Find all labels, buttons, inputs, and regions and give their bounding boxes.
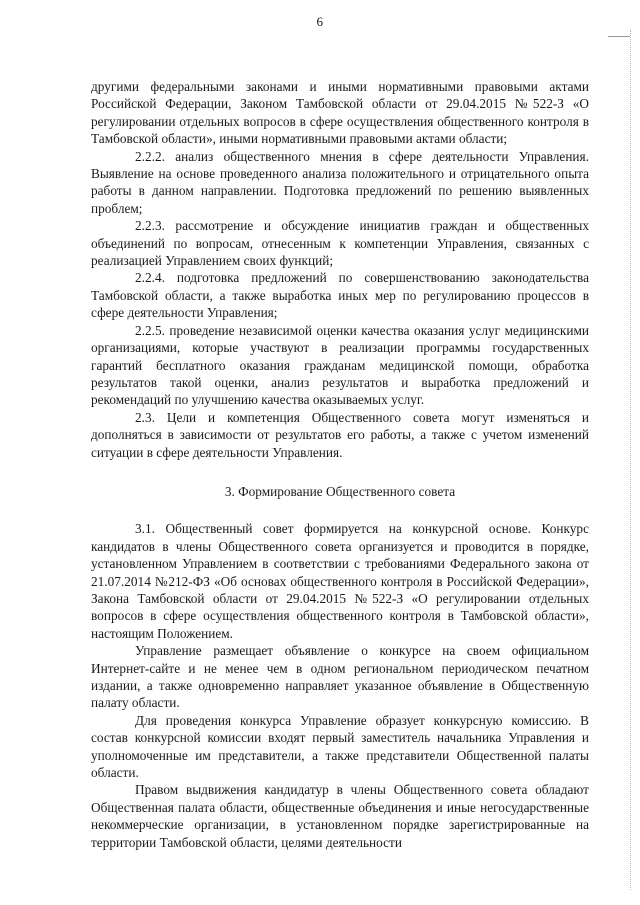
- paragraph: 2.3. Цели и компетенция Общественного совета могут изменяться и дополняться в зависимости от результатов его работы, а также с учетом изменений ситуации в сфере деятельности Управления.: [91, 409, 589, 460]
- section-2-continuation: [91, 78, 589, 461]
- paragraph: 3.1. Общественный совет формируется на конкурсной основе. Конкурс кандидатов в члены Общественного совета организуется и проводится в порядке, установленном Управлением в соответствии с требованиями Федерального закона от 21.07.2014 №212-ФЗ «Об основах общественного контроля в Российской Федерации», Закона Тамбовской области от 29.04.2015 №522-З «О регулировании отдельных вопросов в сфере осуществления общественного контроля в Тамбовской области», настоящим Положением.: [91, 521, 589, 641]
- binding-margin-mark: [630, 30, 634, 890]
- paragraph: 2.2.2. анализ общественного мнения в сфере деятельности Управления. Выявление на основе проведенного анализа положительного и отрицательного опыта работы в данном направлении. Подготовка предложений по решению выявленных проблем;: [91, 148, 589, 216]
- paragraph: Управление размещает объявление о конкурсе на своем официальном Интернет-сайте и не менее чем в одном региональном периодическом печатном издании, а также одновременно направляет указанное объявление в Общественную палату области.: [91, 643, 589, 711]
- paragraph: другими федеральными законами и иными нормативными правовыми актами Российской Федерации, Законом Тамбовской области от 29.04.2015 №522-З «О регулировании отдельных вопросов в сфере осуществления общественного контроля в Тамбовской области», иными нормативными правовыми актами области;: [91, 79, 589, 147]
- section-heading: 3. Формирование Общественного совета: [224, 483, 456, 499]
- section-3-body: [91, 520, 589, 851]
- paragraph: 2.2.3. рассмотрение и обсуждение инициатив граждан и общественных объединений по вопросам, отнесенным к компетенции Управления, связанных с реализацией Управлением своих функций;: [91, 218, 589, 269]
- paragraph: Для проведения конкурса Управление образует конкурсную комиссию. В состав конкурсной комиссии входят первый заместитель начальника Управления и уполномоченные им представители, а также представители Общественной палаты области.: [91, 712, 589, 781]
- paragraph: Правом выдвижения кандидатур в члены Общественного совета обладают Общественная палата области, общественные объединения и иные негосударственные некоммерческие организации, в установленном порядке зарегистрированные на территории Тамбовской области, целями деятельности: [91, 782, 589, 850]
- corner-scan-mark: [608, 36, 630, 37]
- paragraph: 2.2.5. проведение независимой оценки качества оказания услуг медицинскими организациями, которые участвуют в реализации программы государственных гарантий бесплатного оказания гражданам медицинской помощи, обработка результатов такой оценки, анализ результатов и выработка предложений и рекомендаций по улучшению качества оказываемых услуг.: [91, 322, 589, 408]
- document-body: [91, 78, 589, 851]
- page-number: 6: [316, 14, 324, 29]
- paragraph: 2.2.4. подготовка предложений по совершенствованию законодательства Тамбовской области, а также выработка иных мер по регулированию процессов в сфере деятельности Управления;: [91, 270, 589, 321]
